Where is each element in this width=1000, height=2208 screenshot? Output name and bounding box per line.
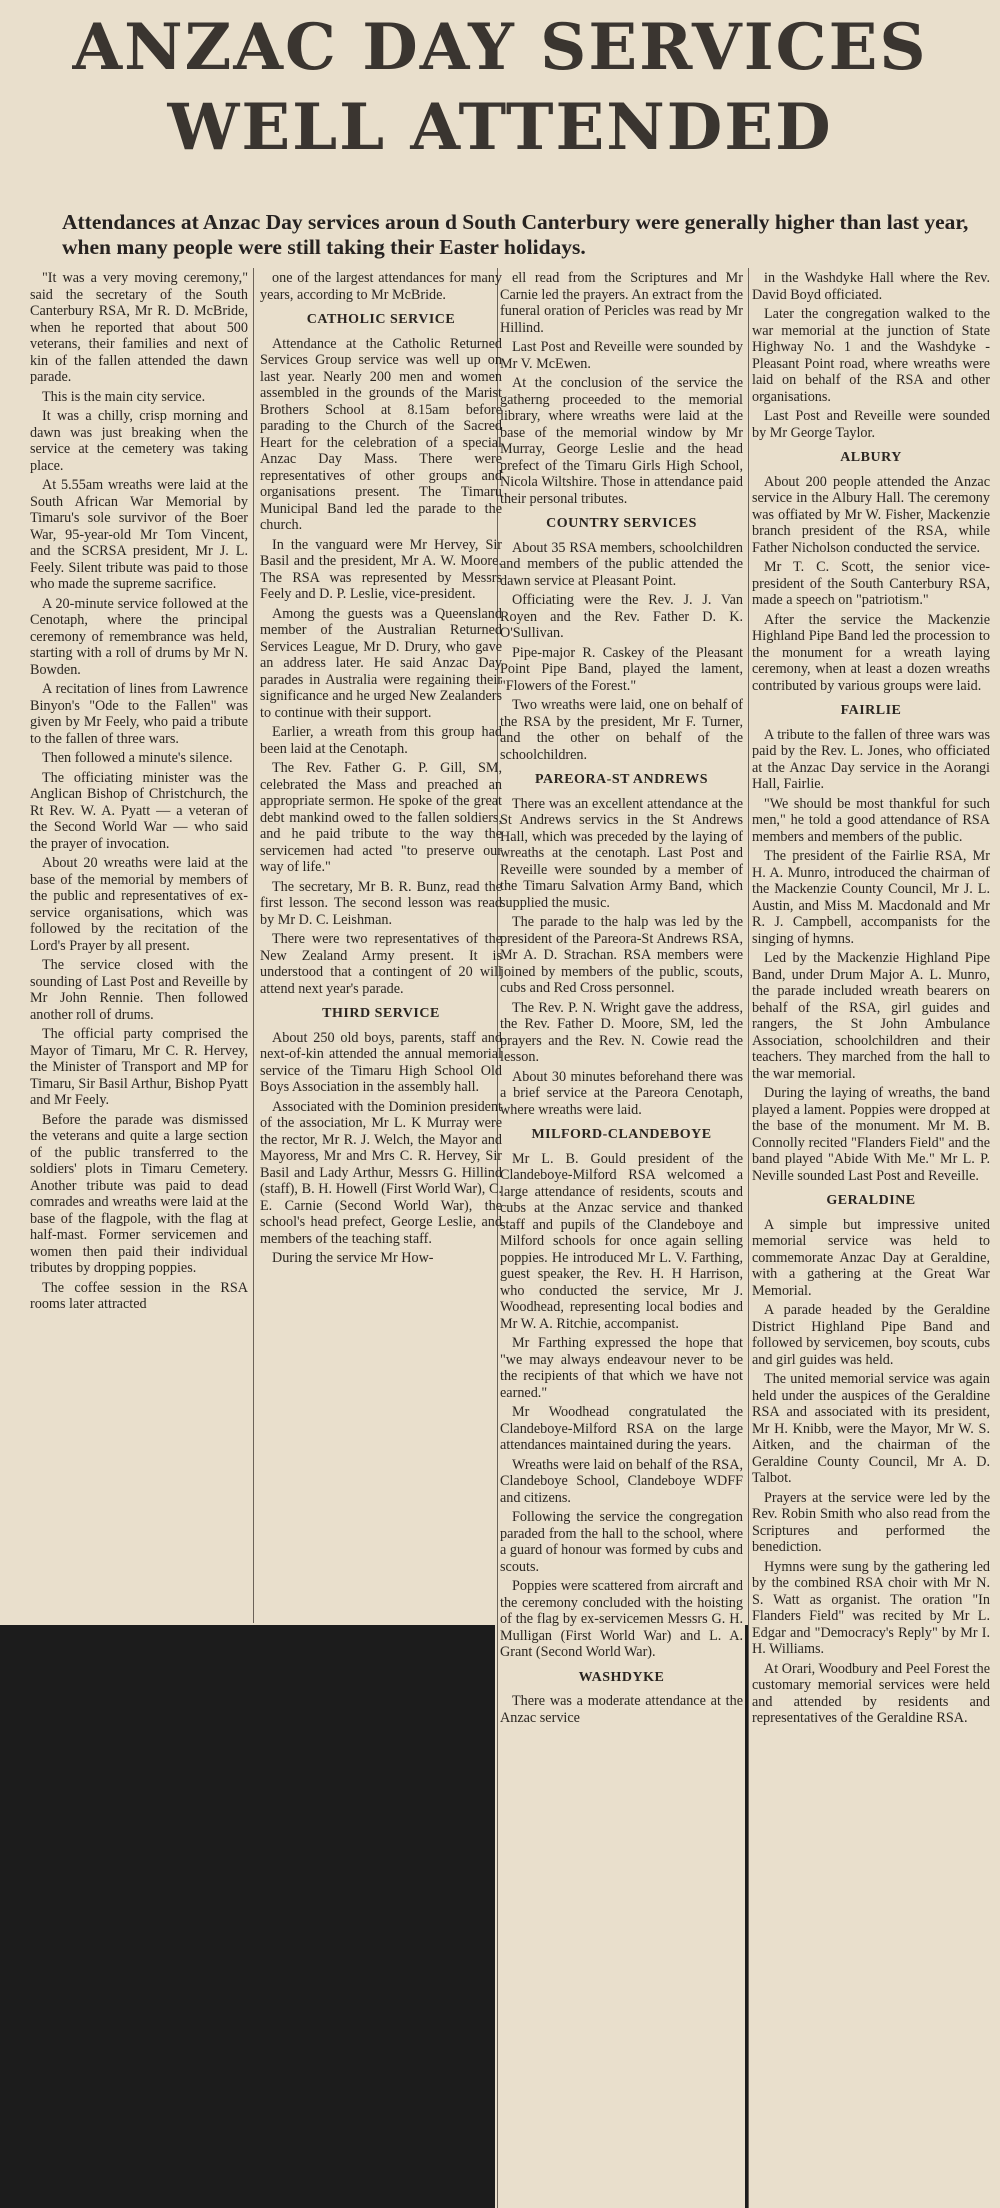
article-column-1 <box>30 270 248 1622</box>
article-paragraph: Among the guests was a Queensland member of the Australian Returned Services League, Mr D. Drury, who gave an address later. He said Anzac Day parades in Australia were regaining their significance and he urged New Zealanders to continue with their support. <box>260 605 502 721</box>
headline-line-2: WELL ATTENDED <box>167 90 833 165</box>
section-heading: GERALDINE <box>826 1193 916 1208</box>
column-rule <box>748 268 749 2208</box>
subheadline: Attendances at Anzac Day services aroun d South Canterbury were generally higher than last year, when many people were still taking their Easter holidays. <box>62 210 969 259</box>
article-paragraph: The secretary, Mr B. R. Bunz, read the first lesson. The second lesson was read by Mr D. C. Leishman. <box>260 878 502 928</box>
article-paragraph: Mr L. B. Gould president of the Clandeboye-Milford RSA welcomed a large attendance of residents, scouts and cubs at the Anzac service and thanked staff and pupils of the Clandeboye and Milford schools for once again selling poppies. He introduced Mr L. V. Farthing, guest speaker, the Rev. H. H Harrison, who conducted the service, Mr J. Woodhead, representing local bodies and Mr W. A. Ritchie, accompanist. <box>500 1150 743 1332</box>
article-paragraph: The service closed with the sounding of Last Post and Reveille by Mr John Rennie. Then followed another roll of drums. <box>30 957 248 1023</box>
article-paragraph: Poppies were scattered from aircraft and the ceremony concluded with the hoisting of the flag by ex-servicemen Messrs G. H. Mulligan (First World War) and L. A. Grant (Second World War). <box>500 1578 743 1660</box>
article-column-3 <box>500 270 743 2205</box>
article-paragraph: Mr T. C. Scott, the senior vice-president of the South Canterbury RSA, made a speech on "patriotism." <box>752 559 990 608</box>
article-paragraph: About 200 people attended the Anzac service in the Albury Hall. The ceremony was offiated by Mr W. Fisher, Mackenzie branch president of the RSA, while Father Nicholson conducted the service. <box>752 473 990 556</box>
article-paragraph: There was an excellent attendance at the St Andrews servics in the St Andrews Hall, which was preceded by the laying of wreaths at the cenotaph. Last Post and Reveille were sounded by a member of the Timaru Salvation Army Band, which supplied the music. <box>500 795 743 911</box>
article-paragraph: one of the largest attendances for many years, according to Mr McBride. <box>260 270 502 303</box>
section-heading: THIRD SERVICE <box>322 1006 440 1021</box>
article-paragraph: It was a chilly, crisp morning and dawn was just breaking when the service at the cemetery was taking place. <box>30 408 248 474</box>
section-heading: PAREORA-ST ANDREWS <box>534 772 708 787</box>
article-paragraph: About 30 minutes beforehand there was a brief service at the Pareora Cenotaph, where wreaths were laid. <box>500 1068 743 1118</box>
article-paragraph: At Orari, Woodbury and Peel Forest the customary memorial services were held and attended by residents and representatives of the Geraldine RSA. <box>752 1660 990 1726</box>
article-paragraph: About 20 wreaths were laid at the base of the memorial by members of the public and representatives of ex-service organisations, which was followed by the recitation of the Lord's Prayer by all present. <box>30 855 248 954</box>
article-column-4 <box>752 270 990 2205</box>
article-paragraph: Two wreaths were laid, one on behalf of the RSA by the president, Mr F. Turner, and the other on behalf of the schoolchildren. <box>500 697 743 763</box>
article-paragraph: Following the service the congregation paraded from the hall to the school, where a guard of honour was formed by cubs and scouts. <box>500 1509 743 1575</box>
article-paragraph: Officiating were the Rev. J. J. Van Royen and the Rev. Father D. K. O'Sullivan. <box>500 592 743 641</box>
article-paragraph: The parade to the halp was led by the president of the Pareora-St Andrews RSA, Mr A. D. Strachan. RSA members were joined by members of the public, scouts, cubs and Red Cross personnel. <box>500 914 743 996</box>
article-paragraph: A 20-minute service followed at the Cenotaph, where the principal ceremony of remembrance was held, starting with a roll of drums by Mr N. Bowden. <box>30 595 248 678</box>
article-paragraph: Mr Farthing expressed the hope that "we may always endeavour never to be the recipients of that which we have not earned." <box>500 1335 743 1401</box>
headline-line-1: ANZAC DAY SERVICES <box>72 10 928 85</box>
article-paragraph: Later the congregation walked to the war memorial at the junction of State Highway No. 1 and the Washdyke - Pleasant Point road, where wreaths were laid on behalf of the RSA and other organisations. <box>752 306 990 405</box>
section-heading: FAIRLIE <box>840 703 902 718</box>
article-paragraph: The Rev. P. N. Wright gave the address, the Rev. Father D. Moore, SM, led the prayers and the Rev. N. Cowie read the lesson. <box>500 999 743 1065</box>
article-paragraph: About 250 old boys, parents, staff and next-of-kin attended the annual memorial service of the Timaru High School Old Boys Association in the assembly hall. <box>260 1029 502 1095</box>
article-paragraph: A simple but impressive united memorial service was held to commemorate Anzac Day at Geraldine, with a gathering at the Great War Memorial. <box>752 1216 990 1299</box>
article-paragraph: A tribute to the fallen of three wars was paid by the Rev. L. Jones, who officiated at the Anzac Day service in the Aorangi Hall, Fairlie. <box>752 726 990 792</box>
article-paragraph: This is the main city service. <box>42 388 206 405</box>
article-paragraph: Associated with the Dominion president of the association, Mr L. K Murray were the rector, Mr R. J. Welch, the Mayor and Mayoress, Mr and Mrs C. R. Hervey, Sir Basil and Lady Arthur, Messrs G. Hillind (staff), B. H. Howell (First World War), C. E. Carnie (Second World War), the school's head prefect, George Leslie, and members of the teaching staff. <box>260 1098 502 1247</box>
column-rule <box>253 268 254 1623</box>
article-paragraph: The coffee session in the RSA rooms later attracted <box>30 1279 248 1312</box>
article-paragraph: In the vanguard were Mr Hervey, Sir Basil and the president, Mr A. W. Moore. The RSA was represented by Messrs Feely and D. P. Leslie, vice-president. <box>260 536 502 602</box>
article-paragraph: There were two representatives of the New Zealand Army present. It is understood that a contingent of 20 will attend next year's parade. <box>260 931 502 997</box>
article-paragraph: During the service Mr How- <box>272 1250 434 1266</box>
article-paragraph: The Rev. Father G. P. Gill, SM, celebrated the Mass and preached an appropriate sermon. He spoke of the great debt mankind owed to the fallen soldiers, and he paid tribute to the way the servicemen had acted "to preserve our way of life." <box>260 760 502 875</box>
article-paragraph: Prayers at the service were led by the Rev. Robin Smith who also read from the Scriptures and performed the benediction. <box>752 1489 990 1555</box>
article-paragraph: Mr Woodhead congratulated the Clandeboye-Milford RSA on the large attendances maintained during the years. <box>500 1404 743 1453</box>
article-paragraph: During the laying of wreaths, the band played a lament. Poppies were dropped at the base of the monument. Mr M. B. Connolly recited "Flanders Field" and the band played "Abide With Me." Mr L. P. Neville sounded Last Post and Reveille. <box>752 1085 990 1184</box>
article-paragraph: Before the parade was dismissed the veterans and quite a large section of the public transferred to the soldiers' plots in Timaru Cemetery. Another tribute was paid to dead comrades and wreaths were laid at the base of the flagpole, with the flag at half-mast. Former servicemen and women then paid their individual tributes by dropping poppies. <box>30 1111 248 1276</box>
article-paragraph: Hymns were sung by the gathering led by the combined RSA choir with Mr N. S. Watt as organist. The oration "In Flanders Field" was recited by Mr L. Edgar and "Democracy's Reply" by Mr I. H. Williams. <box>752 1558 990 1657</box>
article-paragraph: ell read from the Scriptures and Mr Carnie led the prayers. An extract from the funeral oration of Pericles was read by Mr Hillind. <box>500 270 743 336</box>
article-paragraph: Led by the Mackenzie Highland Pipe Band, under Drum Major A. L. Munro, the parade included wreath bearers on behalf of the RSA, girl guides and rangers, the St John Ambulance Association, schoolchildren and their teachers. They marched from the hall to the war memorial. <box>752 950 990 1082</box>
article-paragraph: The president of the Fairlie RSA, Mr H. A. Munro, introduced the chairman of the Mackenzie County Council, Mr J. L. Austin, and Miss M. Macdonald and Mr R. J. Campbell, accompanists for the singing of hymns. <box>752 848 990 947</box>
article-paragraph: Last Post and Reveille were sounded by Mr V. McEwen. <box>500 339 743 372</box>
article-paragraph: A recitation of lines from Lawrence Binyon's "Ode to the Fallen" was given by Mr Feely, who paid a tribute to the fallen of three wars. <box>30 681 248 747</box>
article-paragraph: Then followed a minute's silence. <box>42 750 233 766</box>
article-paragraph: in the Washdyke Hall where the Rev. David Boyd officiated. <box>752 270 990 303</box>
article-paragraph: The officiating minister was the Anglican Bishop of Christchurch, the Rt Rev. W. A. Pyatt — a veteran of the Second World War — who said the prayer of invocation. <box>30 769 248 852</box>
article-paragraph: Attendance at the Catholic Returned Services Group service was well up on last year. Nearly 200 men and women assembled in the grounds of the Marist Brothers School at 8.15am before parading to the Church of the Sacred Heart for the celebration of a special Anzac Day Mass. There were representatives of other groups and organisations present. The Timaru Municipal Band led the parade to the church. <box>260 335 502 533</box>
article-paragraph: At 5.55am wreaths were laid at the South African War Memorial by Timaru's sole survivor of the Boer War, 95-year-old Mr Tom Vincent, and the SCRSA president, Mr J. L. Feely. Silent tribute was paid to those who made the supreme sacrifice. <box>30 477 248 592</box>
article-paragraph: A parade headed by the Geraldine District Highland Pipe Band and followed by servicemen, boy scouts, cubs and girl guides was held. <box>752 1302 990 1368</box>
article-paragraph: Last Post and Reveille were sounded by Mr George Taylor. <box>752 408 990 441</box>
article-paragraph: After the service the Mackenzie Highland Pipe Band led the procession to the monument for a wreath laying ceremony, when at least a dozen wreaths contributed by various groups were laid. <box>752 611 990 694</box>
article-paragraph: The united memorial service was again held under the auspices of the Geraldine RSA and associated with its president, Mr H. Knibb, were the Mayor, Mr W. S. Aitken, and the chairman of the Geraldine County Council, Mr A. D. Talbot. <box>752 1371 990 1486</box>
article-paragraph: Earlier, a wreath from this group had been laid at the Cenotaph. <box>260 724 502 757</box>
article-paragraph: There was a moderate attendance at the Anzac service <box>500 1693 743 1726</box>
article-paragraph: Wreaths were laid on behalf of the RSA, Clandeboye School, Clandeboye WDFF and citizens. <box>500 1456 743 1506</box>
article-paragraph: The official party comprised the Mayor of Timaru, Mr C. R. Hervey, the Minister of Transport and MP for Timaru, Sir Basil Arthur, Bishop Pyatt and Mr Feely. <box>30 1026 248 1108</box>
section-heading: MILFORD-CLANDEBOYE <box>531 1127 712 1142</box>
headline <box>0 8 1000 168</box>
section-heading: CATHOLIC SERVICE <box>306 312 456 327</box>
article-column-2 <box>260 270 502 1622</box>
article-paragraph: Pipe-major R. Caskey of the Pleasant Point Pipe Band, played the lament, "Flowers of the Forest." <box>500 644 743 694</box>
article-paragraph: "We should be most thankful for such men," he told a good attendance of RSA members and members of the public. <box>752 795 990 845</box>
section-heading: COUNTRY SERVICES <box>546 516 697 531</box>
article-paragraph: About 35 RSA members, schoolchildren and members of the public attended the dawn service at Pleasant Point. <box>500 539 743 589</box>
section-heading: ALBURY <box>840 450 902 465</box>
article-paragraph: At the conclusion of the service the gatherng proceeded to the memorial library, where wreaths were laid at the base of the memorial window by Mr Murray, George Leslie and the head prefect of the Timaru Girls High School, Nicola Wiltshire. Those in attendance paid their personal tributes. <box>500 375 743 507</box>
section-heading: WASHDYKE <box>578 1669 665 1685</box>
article-paragraph: "It was a very moving ceremony," said the secretary of the South Canterbury RSA, Mr R. D. McBride, when he reported that about 500 veterans, their families and next of kin of the fallen attended the dawn parade. <box>30 270 248 385</box>
